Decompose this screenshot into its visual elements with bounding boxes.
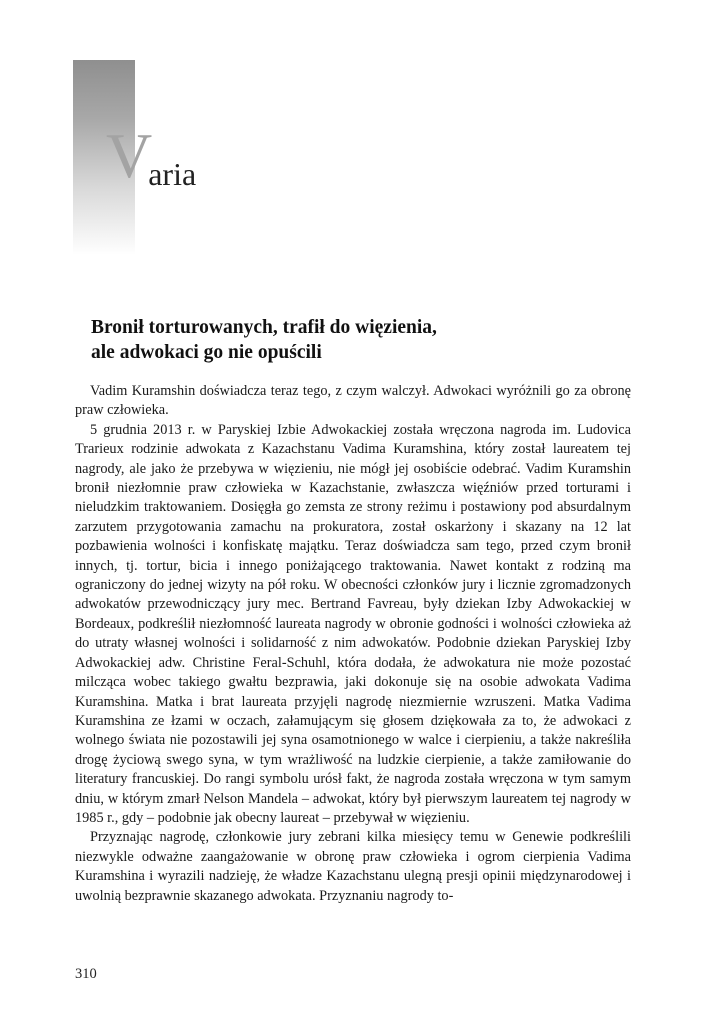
section-title-rest: aria <box>148 156 197 192</box>
article-body <box>75 382 631 906</box>
paragraph-1: Vadim Kuramshin doświadcza teraz tego, z czym walczył. Adwokaci wyróżnili go za obronę praw człowieka. <box>75 383 631 419</box>
paragraph-3: Przyznając nagrodę, członkowie jury zebrani kilka miesięcy temu w Genewie podkreślili niezwykle odważne zaangażowanie w obronę praw człowieka i ogrom cierpienia Vadima Kuramshina i wyrazili nadzieję, że władze Kazachstanu ulegną presji opinii międzynarodowej i uwolnią bezprawnie skazanego adwokata. Przyznaniu nagrody to- <box>75 829 631 904</box>
article-title-line-2: ale adwokaci go nie opuścili <box>91 342 322 363</box>
paragraph-2: 5 grudnia 2013 r. w Paryskiej Izbie Adwokackiej została wręczona nagroda im. Ludovica Trarieux rodzinie adwokata z Kazachstanu Vadima Kuramshina, który został laureatem tej nagrody, ale jako że przebywa w więzieniu, nie mógł jej osobiście odebrać. Vadim Kuramshin bronił niezłomnie praw człowieka w Kazachstanie, zwłaszcza więźniów przed torturami i nieludzkim traktowaniem. Dosięgła go zemsta ze strony reżimu i postawiony pod absurdalnym zarzutem przygotowania zamachu na prokuratora, został oskarżony i skazany na 12 lat pozbawienia wolności i konfiskatę majątku. Teraz doświadcza sam tego, przed czym bronił innych, tj. tortur, bicia i innego poniżającego traktowania. Nawet kontakt z rodziną ma ograniczony do jednej wizyty na pół roku. W obecności członków jury i licznie zgromadzonych adwokatów przewodniczący jury mec. Bertrand Favreau, były dziekan Izby Adwokackiej w Bordeaux, podkreślił niezłomność laureata nagrody w obronie godności i wolności człowieka aż do utraty własnej wolności i solidarność z nim adwokatów. Podobnie dziekan Paryskiej Izby Adwokackiej adw. Christine Feral-Schuhl, która dodała, że adwokatura nie może pozostać milcząca wobec takiego gwałtu bezprawia, jaki dokonuje się na osobie adwokata Vadima Kuramshina. Matka i brat laureata przyjęli nagrodę niezmiernie wzruszeni. Matka Vadima Kuramshina ze łzami w oczach, załamującym się głosem dziękowała za to, że adwokaci z wolnego świata nie pozostawili jej syna osamotnionego w walce i cierpieniu, a także nakreśliła drogę życiową swego syna, w tym wrażliwość na ludzkie cierpienie, a także zamiłowanie do literatury francuskiej. Do rangi symbolu urósł fakt, że nagroda została wręczona w tym samym dniu, w którym zmarł Nelson Mandela – adwokat, który był pierwszym laureatem tej nagrody w 1985 r., gdy – podobnie jak obecny laureat – przebywał w więzieniu. <box>75 421 631 826</box>
section-title-initial: V <box>106 120 149 191</box>
article-title-line-1: Bronił torturowanych, trafił do więzienia, <box>91 317 437 338</box>
page-number: 310 <box>75 966 97 982</box>
article-title <box>91 315 611 365</box>
section-title <box>106 120 197 192</box>
